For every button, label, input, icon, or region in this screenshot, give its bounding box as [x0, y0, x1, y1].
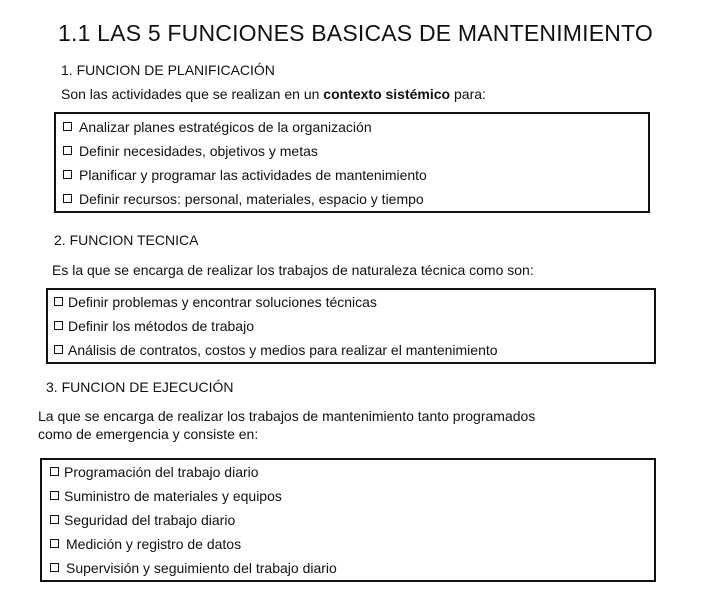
- section-3-intro-line-1: La que se encarga de realizar los trabajos de mantenimiento tanto programados: [38, 408, 536, 424]
- list-item: Definir los métodos de trabajo: [54, 314, 498, 338]
- checkbox-icon: [50, 515, 59, 524]
- list-item: Definir recursos: personal, materiales, espacio y tiempo: [63, 187, 427, 211]
- page-title: 1.1 LAS 5 FUNCIONES BASICAS DE MANTENIMIENTO: [58, 20, 654, 46]
- list-item: Supervisión y seguimiento del trabajo diario: [50, 556, 337, 580]
- checkbox-icon: [50, 467, 59, 476]
- section-1-list: [63, 115, 427, 211]
- section-2-heading: 2. FUNCION TECNICA: [54, 232, 199, 248]
- section-2-list: [54, 290, 498, 362]
- checkbox-icon: [54, 345, 63, 354]
- section-3-heading: 3. FUNCION DE EJECUCIÓN: [46, 379, 234, 395]
- checkbox-icon: [54, 321, 63, 330]
- list-item: Definir problemas y encontrar soluciones técnicas: [54, 290, 498, 314]
- list-item: Programación del trabajo diario: [50, 460, 337, 484]
- list-item: Medición y registro de datos: [50, 532, 337, 556]
- checkbox-icon: [63, 194, 72, 203]
- section-1-intro: Son las actividades que se realizan en un contexto sistémico para:: [61, 86, 486, 102]
- checkbox-icon: [63, 170, 72, 179]
- checkbox-icon: [50, 563, 59, 572]
- section-1-heading: 1. FUNCION DE PLANIFICACIÓN: [61, 62, 275, 78]
- list-item: Suministro de materiales y equipos: [50, 484, 337, 508]
- section-3-list: [50, 460, 337, 580]
- list-item: Definir necesidades, objetivos y metas: [63, 139, 427, 163]
- checkbox-icon: [63, 146, 72, 155]
- checkbox-icon: [63, 122, 72, 131]
- checkbox-icon: [54, 297, 63, 306]
- list-item: Análisis de contratos, costos y medios para realizar el mantenimiento: [54, 338, 498, 362]
- section-2-intro: Es la que se encarga de realizar los trabajos de naturaleza técnica como son:: [52, 262, 534, 278]
- list-item: Analizar planes estratégicos de la organización: [63, 115, 427, 139]
- list-item: Seguridad del trabajo diario: [50, 508, 337, 532]
- list-item: Planificar y programar las actividades de mantenimiento: [63, 163, 427, 187]
- checkbox-icon: [50, 539, 59, 548]
- checkbox-icon: [50, 491, 59, 500]
- section-3-intro-line-2: como de emergencia y consiste en:: [38, 426, 259, 442]
